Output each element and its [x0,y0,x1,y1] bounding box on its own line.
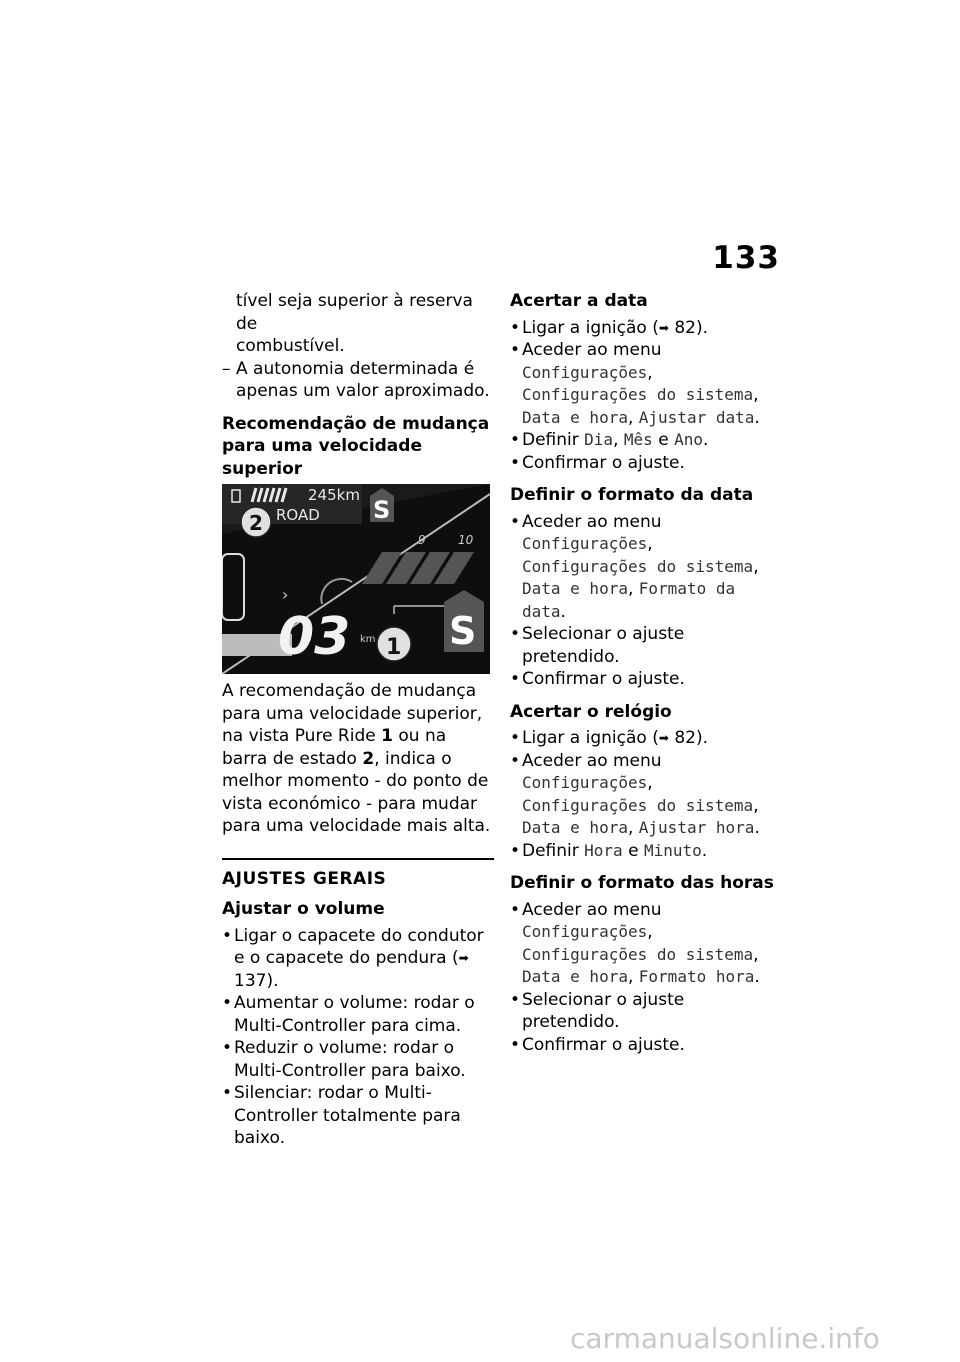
page-ref[interactable]: 82 [674,728,696,748]
dashboard-figure [222,484,490,674]
menu-path: Configurações [522,773,648,792]
bullet-text: Aceder ao menu [522,340,662,360]
desc-part1: A recomendação de mudança para uma velocidade superior, na vista Pure Ride [222,681,483,746]
menu-path: Data e hora [522,967,628,986]
continued-text-line2: combustível. [236,336,345,356]
list-item: • Definir Hora e Minuto. [510,840,708,861]
list-item: • Confirmar o ajuste. [510,669,685,689]
menu-path: Configurações do sistema [522,795,754,815]
heading-time-format: Definir o formato das horas [510,873,774,893]
page-ref-arrow-icon: ➡ [658,731,669,745]
conjunction: e [658,430,669,450]
bullet-text: Selecionar o ajuste pretendido. [522,624,685,667]
ride-mode-text: ROAD [276,506,320,524]
list-item: • Ligar o capacete do condutor e o capacete do pendura (➡ 137). [222,925,484,991]
page-ref[interactable]: 137 [234,970,267,991]
list-item: • Ligar a ignição (➡ 82). [510,728,708,748]
menu-path: Data e hora [522,818,628,837]
fuel-range-text: 245km [308,486,360,504]
bullet-text: Selecionar o ajuste pretendido. [522,989,685,1032]
bullet-text: Definir [522,430,579,450]
heading-upshift: Recomendação de mudança para uma velocidade superior [222,413,490,479]
bullet-text: Aceder ao menu [522,899,662,920]
callout-2: 2 [249,511,263,535]
bullet-text: Aceder ao menu [522,750,662,771]
list-item: • Aumentar o volume: rodar o Multi-Controller para cima. [222,993,475,1036]
bullet-tail: ). [266,970,279,991]
page-ref[interactable]: 82 [674,317,696,338]
svg-text:›: › [282,585,289,604]
menu-path: Formato hora [638,967,755,986]
menu-path: Configurações do sistema [522,556,754,576]
continued-text-line1: tível seja superior à reserva de [236,291,473,334]
bullet-text: Aceder ao menu [522,511,662,532]
bullet-tail: ). [695,317,708,338]
section-divider [222,858,494,860]
bullet-text: Confirmar o ajuste. [522,669,685,689]
menu-path: Configurações [522,362,648,382]
bullet-text: Confirmar o ajuste. [522,1034,685,1055]
rev-tick-9: 9 [418,533,426,547]
menu-value: Minuto [643,840,702,860]
list-item: • Aceder ao menu Configurações, Configurações do sistema, Data e hora, Formato da data. [510,511,759,622]
list-item: • Selecionar o ajuste pretendido. [510,624,685,667]
km-label: km [360,634,376,645]
desc-ref-2: 2 [362,748,375,769]
list-item: • Silenciar: rodar o Multi-Controller totalmente para baixo. [222,1083,461,1148]
bullet-text: Aumentar o volume: rodar o Multi-Controller para cima. [234,993,475,1036]
dashboard-illustration [222,484,490,674]
bullet-tail: ). [695,728,708,748]
bullet-text: Silenciar: rodar o Multi-Controller totalmente para baixo. [234,1083,461,1148]
watermark: carmanualsonline.info [570,1322,880,1355]
heading-date-format: Definir o formato da data [510,485,754,505]
menu-value: Hora [584,840,623,860]
list-item: • Ligar a ignição (➡ 82). [510,317,708,338]
bullet-text: Reduzir o volume: rodar o Multi-Controller para baixo. [234,1038,466,1081]
menu-path: Configurações [522,534,648,553]
desc-ref-1: 1 [381,726,393,746]
list-item: • Selecionar o ajuste pretendido. [510,989,685,1032]
menu-path: Configurações do sistema [522,385,754,404]
upshift-description [222,680,494,838]
conjunction: e [628,840,639,861]
menu-value: Ano [674,430,703,449]
page-ref-arrow-icon: ➡ [458,951,469,965]
heading-set-clock: Acertar o relógio [510,701,672,722]
list-item: • Confirmar o ajuste. [510,1034,685,1055]
list-item: • Confirmar o ajuste. [510,452,685,473]
heading-set-date: Acertar a data [510,291,648,311]
gear-indicator-upper: S [373,496,391,524]
menu-path: Configurações do sistema [522,944,754,964]
page-number: 133 [712,240,780,276]
bullet-text: Definir [522,840,579,861]
menu-path: Formato da data [522,579,736,621]
bullet-text: Ligar a ignição ( [522,317,659,338]
list-item: • Definir Dia, Mês e Ano. [510,430,709,450]
menu-value: Mês [623,430,653,449]
desc-part2: ou na barra de estado [222,726,447,769]
menu-path: Ajustar hora [638,818,755,837]
menu-path: Data e hora [522,579,628,598]
dash-item-text: A autonomia determinada é apenas um valor aproximado. [236,358,490,401]
list-item: • Reduzir o volume: rodar o Multi-Controller para baixo. [222,1038,466,1081]
dash-marker: – [222,358,231,379]
menu-value: Dia [584,430,614,449]
bullet-text: Ligar o capacete do condutor e o capacete do pendura ( [234,925,484,968]
list-item: • Aceder ao menu Configurações, Configurações do sistema, Data e hora, Ajustar data. [510,340,760,428]
heading-volume: Ajustar o volume [222,899,385,919]
bullet-text: Ligar a ignição ( [522,728,659,748]
menu-path: Configurações [522,922,648,941]
left-column [222,290,494,1150]
list-item: • Aceder ao menu Configurações, Configurações do sistema, Data e hora, Formato hora. [510,899,760,987]
gear-indicator-lower: S [449,609,477,653]
menu-path: Ajustar data [638,407,755,427]
section-title: AJUSTES GERAIS [222,868,387,889]
menu-path: Data e hora [522,407,628,427]
bullet-text: Confirmar o ajuste. [522,452,685,473]
desc-part3: , indica o melhor momento - do ponto de vista económico - para mudar para uma velocidade mais alta. [222,748,491,836]
list-item: • Aceder ao menu Configurações, Configurações do sistema, Data e hora, Ajustar hora. [510,750,760,838]
dash-list-item [222,358,494,403]
page-ref-arrow-icon: ➡ [658,320,669,335]
odometer-digits: 03 [278,607,351,667]
right-column [510,290,780,1056]
callout-1: 1 [386,635,402,660]
rev-tick-10: 10 [458,533,474,547]
